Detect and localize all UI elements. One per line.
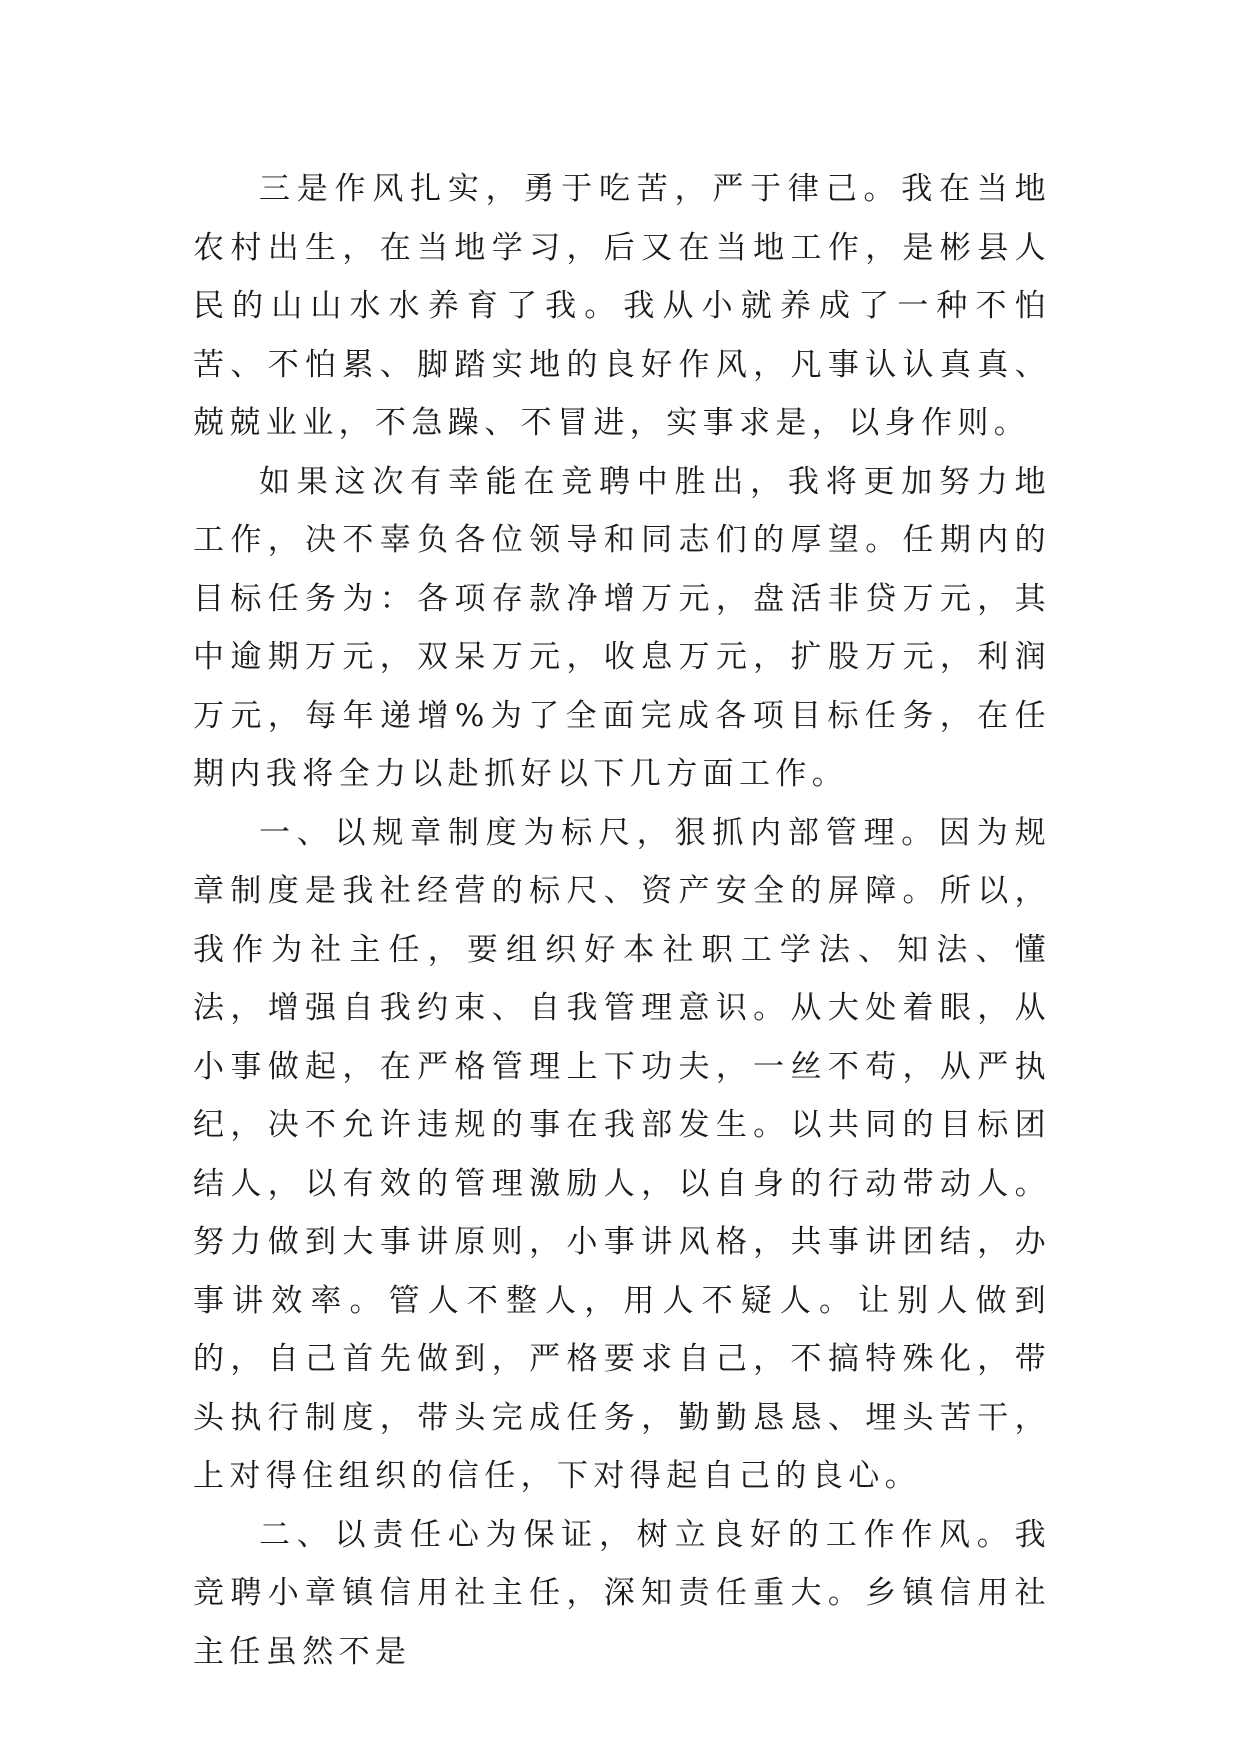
paragraph-work-style: 三是作风扎实，勇于吃苦，严于律己。我在当地农村出生，在当地学习，后又在当地工作，是彬县人民的山山水水养育了我。我从小就养成了一种不怕苦、不怕累、脚踏实地的良好作风，凡事认认真真、兢兢业业，不急躁、不冒进，实事求是，以身作则。 [193,171,1051,441]
paragraph-internal-management: 一、以规章制度为标尺，狠抓内部管理。因为规章制度是我社经营的标尺、资产安全的屏障。所以，我作为社主任，要组织好本社职工学法、知法、懂法，增强自我约束、自我管理意识。从大处着眼，从小事做起，在严格管理上下功夫，一丝不苟，从严执纪，决不允许违规的事在我部发生。以共同的目标团结人，以有效的管理激励人，以自身的行动带动人。努力做到大事讲原则，小事讲风格，共事讲团结，办事讲效率。管人不整人，用人不疑人。让别人做到的，自己首先做到，严格要求自己，不搞特殊化，带头执行制度，带头完成任务，勤勤恳恳、埋头苦干，上对得住组织的信任，下对得起自己的良心。 [193,814,1051,1494]
document-body [193,160,1051,1681]
paragraph-goals: 如果这次有幸能在竞聘中胜出，我将更加努力地工作，决不辜负各位领导和同志们的厚望。任期内的目标任务为：各项存款净增万元，盘活非贷万元，其中逾期万元，双呆万元，收息万元，扩股万元，利润万元，每年递增%为了全面完成各项目标任务，在任期内我将全力以赴抓好以下几方面工作。 [193,463,1051,792]
paragraph-responsibility: 二、以责任心为保证，树立良好的工作作风。我竞聘小章镇信用社主任，深知责任重大。乡镇信用社主任虽然不是 [193,1516,1051,1670]
